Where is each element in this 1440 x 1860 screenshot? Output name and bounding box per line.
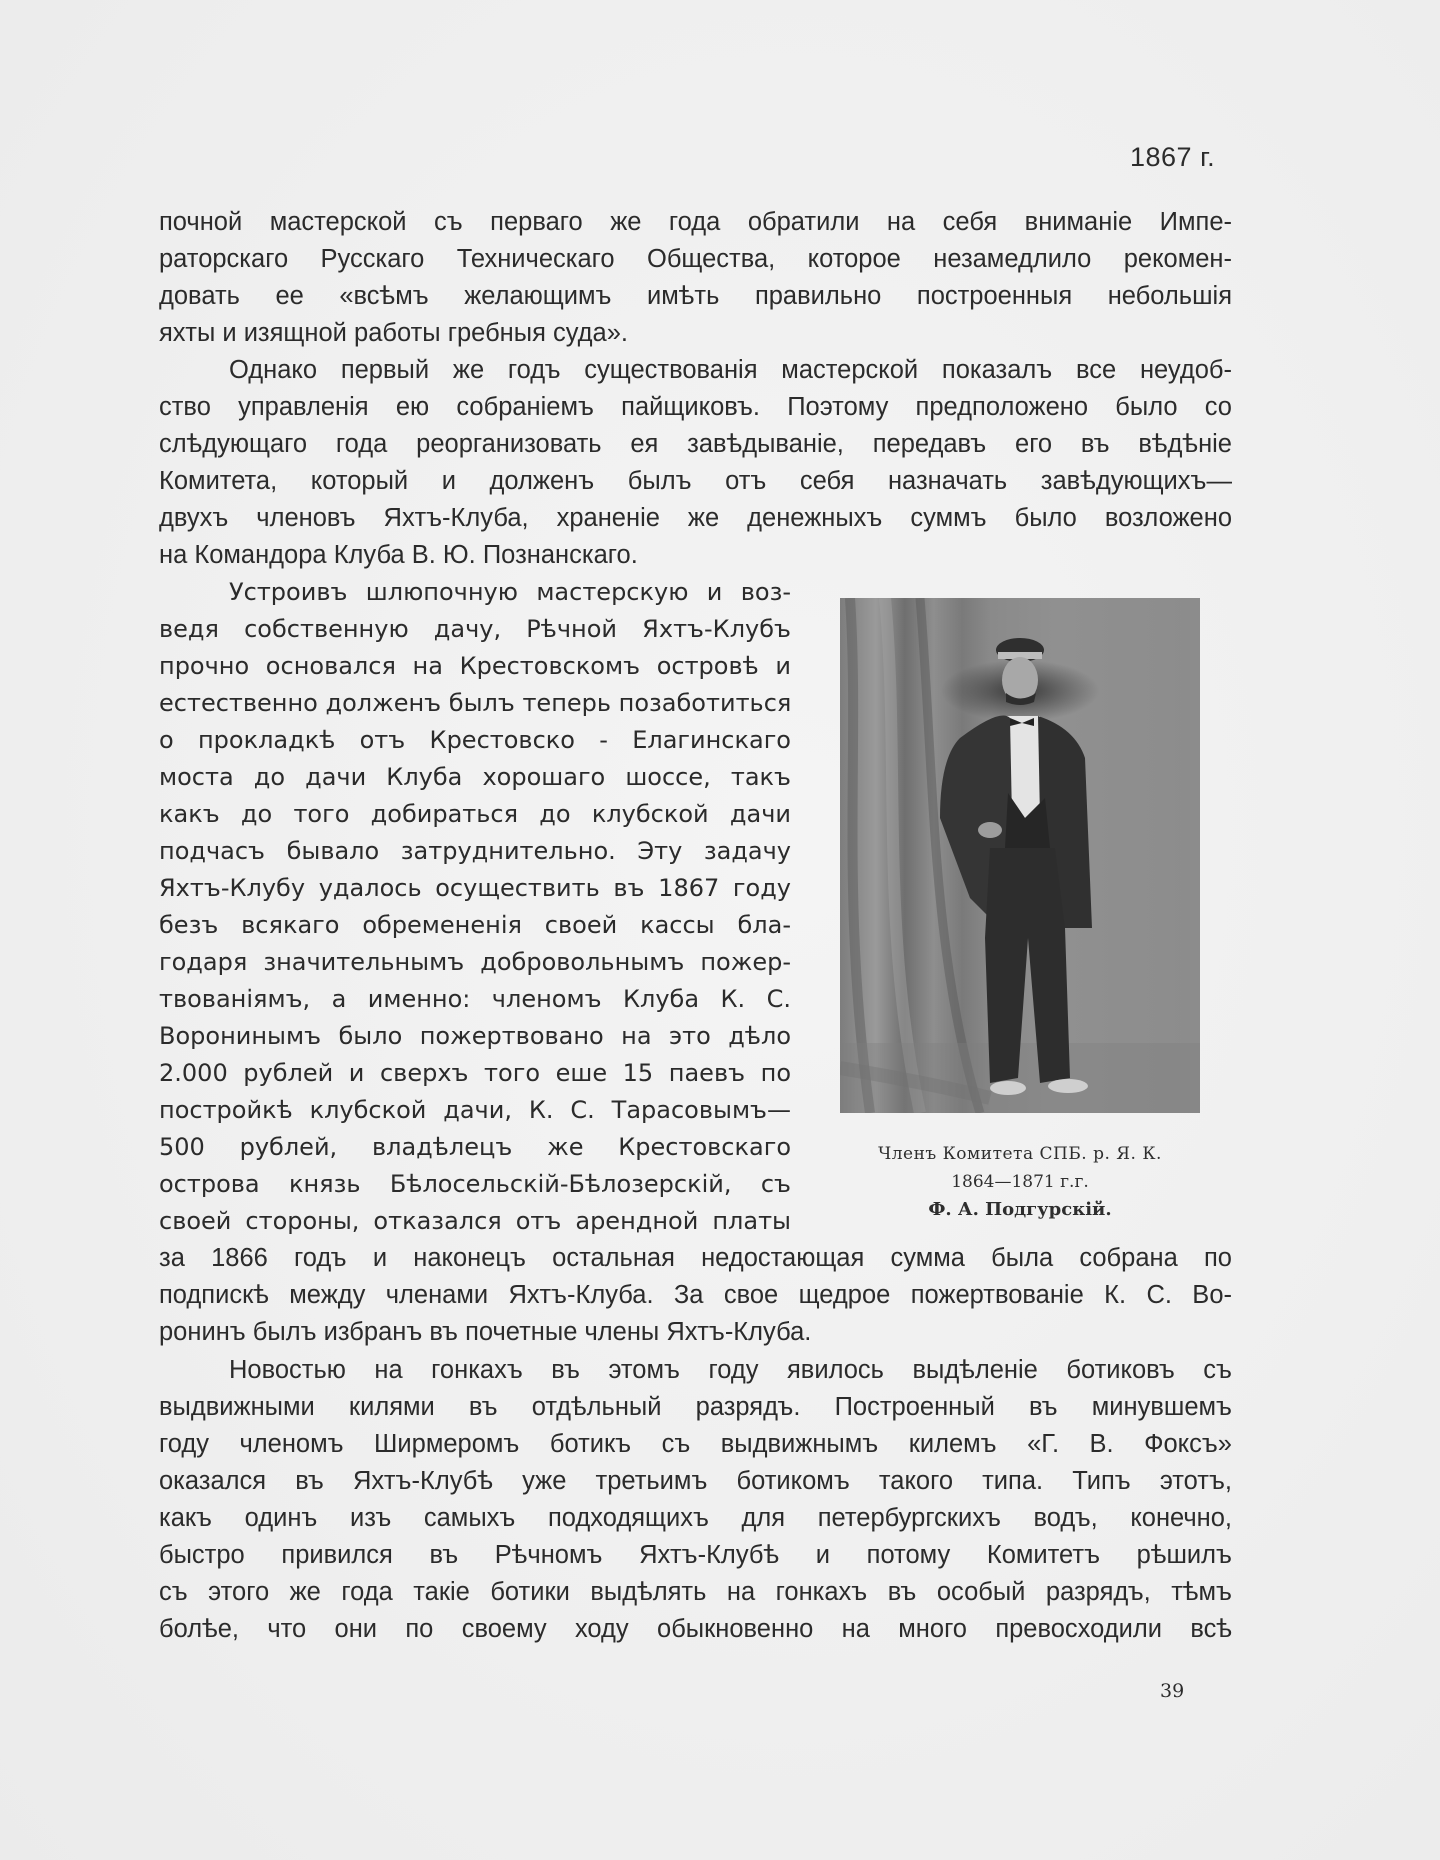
text-line: безъ всякаго обремененія своей кассы бла-	[159, 911, 791, 939]
text-line: какъ одинъ изъ самыхъ подходящихъ для петербургскихъ водъ, конечно,	[159, 1504, 1232, 1532]
text-line: Однако первый же годъ существованія мастерской показалъ все неудоб-	[229, 356, 1232, 384]
text-line: съ этого же года такіе ботики выдѣлять на гонкахъ въ особый разрядъ, тѣмъ	[159, 1578, 1232, 1606]
text-line: довать ее «всѣмъ желающимъ имѣть правильно построенныя небольшія	[159, 282, 1232, 310]
text-line: году членомъ Ширмеромъ ботикъ съ выдвижнымъ килемъ «Г. В. Фоксъ»	[159, 1430, 1232, 1458]
text-line: ведя собственную дачу, Рѣчной Яхтъ-Клубъ	[159, 615, 791, 643]
text-line: естественно долженъ былъ теперь позаботиться	[159, 689, 792, 717]
text-line: Воронинымъ было пожертвовано на это дѣло	[159, 1022, 791, 1050]
text-line: подпискѣ между членами Яхтъ-Клуба. За свое щедрое пожертвованіе К. С. Во-	[159, 1281, 1232, 1309]
running-head-year: 1867 г.	[1130, 142, 1216, 172]
text-line: постройкѣ клубской дачи, К. С. Тарасовымъ—	[159, 1096, 791, 1124]
text-line: твованіямъ, а именно: членомъ Клуба К. С.	[159, 985, 791, 1013]
text-line: выдвижными килями въ отдѣльный разрядъ. Построенный въ минувшемъ	[159, 1393, 1232, 1421]
text-line: какъ до того добираться до клубской дачи	[159, 800, 791, 828]
text-line: быстро привился въ Рѣчномъ Яхтъ-Клубѣ и потому Комитетъ рѣшилъ	[159, 1541, 1232, 1569]
text-line: оказался въ Яхтъ-Клубѣ уже третьимъ ботикомъ такого типа. Типъ этотъ,	[159, 1467, 1232, 1495]
caption-title: Членъ Комитета СПБ. р. Я. К.	[878, 1144, 1162, 1164]
caption-name: Ф. А. Подгурскій.	[928, 1199, 1112, 1220]
text-line: острова князь Бѣлосельскій-Бѣлозерскій, съ	[159, 1170, 791, 1198]
paragraph-4	[159, 1352, 1232, 1648]
photo-caption	[820, 1140, 1220, 1224]
text-line: двухъ членовъ Яхтъ-Клуба, храненіе же денежныхъ суммъ было возложено	[159, 504, 1232, 532]
paragraph-3-continued	[159, 1240, 1232, 1351]
text-line: ство управленія ею собраніемъ пайщиковъ. Поэтому предположено было со	[159, 393, 1232, 421]
caption-years: 1864—1871 г.г.	[951, 1172, 1089, 1192]
text-line: за 1866 годъ и наконецъ остальная недостающая сумма была собрана по	[159, 1244, 1232, 1272]
text-line: почной мастерской съ перваго же года обратили на себя вниманіе Импе-	[159, 208, 1232, 236]
paragraph-2	[159, 352, 1232, 574]
text-line: 2.000 рублей и сверхъ того еше 15 паевъ по	[159, 1059, 791, 1087]
text-line: яхты и изящной работы гребныя суда».	[159, 319, 628, 347]
text-line: годаря значительнымъ добровольнымъ пожер-	[159, 948, 791, 976]
text-line: своей стороны, отказался отъ арендной платы	[159, 1207, 791, 1235]
text-line: Комитета, который и долженъ былъ отъ себя назначать завѣдующихъ—	[159, 467, 1232, 495]
page-number: 39	[1160, 1680, 1185, 1702]
text-line: моста до дачи Клуба хорошаго шоссе, такъ	[159, 763, 791, 791]
paragraph-3-narrow	[159, 574, 791, 1240]
text-line: раторскаго Русскаго Техническаго Общества, которое незамедлило рекомен-	[159, 245, 1232, 273]
text-line: подчасъ бывало затруднительно. Эту задачу	[159, 837, 791, 865]
text-line: прочно основался на Крестовскомъ островѣ и	[159, 652, 791, 680]
paragraph-1	[159, 204, 1232, 352]
text-line: ронинъ былъ избранъ въ почетные члены Яхтъ-Клуба.	[159, 1318, 812, 1346]
text-line: Устроивъ шлюпочную мастерскую и воз-	[229, 578, 791, 606]
text-line: болѣе, что они по своему ходу обыкновенно на много превосходили всѣ	[159, 1615, 1232, 1643]
text-line: о прокладкѣ отъ Крестовско - Елагинскаго	[159, 726, 791, 754]
text-line: Яхтъ-Клубу удалось осуществить въ 1867 году	[159, 874, 791, 902]
text-line: 500 рублей, владѣлецъ же Крестовскаго	[159, 1133, 791, 1161]
portrait-figure-icon	[840, 598, 1200, 1113]
text-line: на Командора Клуба В. Ю. Познанскаго.	[159, 541, 638, 569]
text-line: Новостью на гонкахъ въ этомъ году явилось выдѣленіе ботиковъ съ	[229, 1356, 1232, 1384]
text-line: слѣдующаго года реорганизовать ея завѣдываніе, передавъ его въ вѣдѣніе	[159, 430, 1232, 458]
portrait-photo	[840, 598, 1200, 1113]
